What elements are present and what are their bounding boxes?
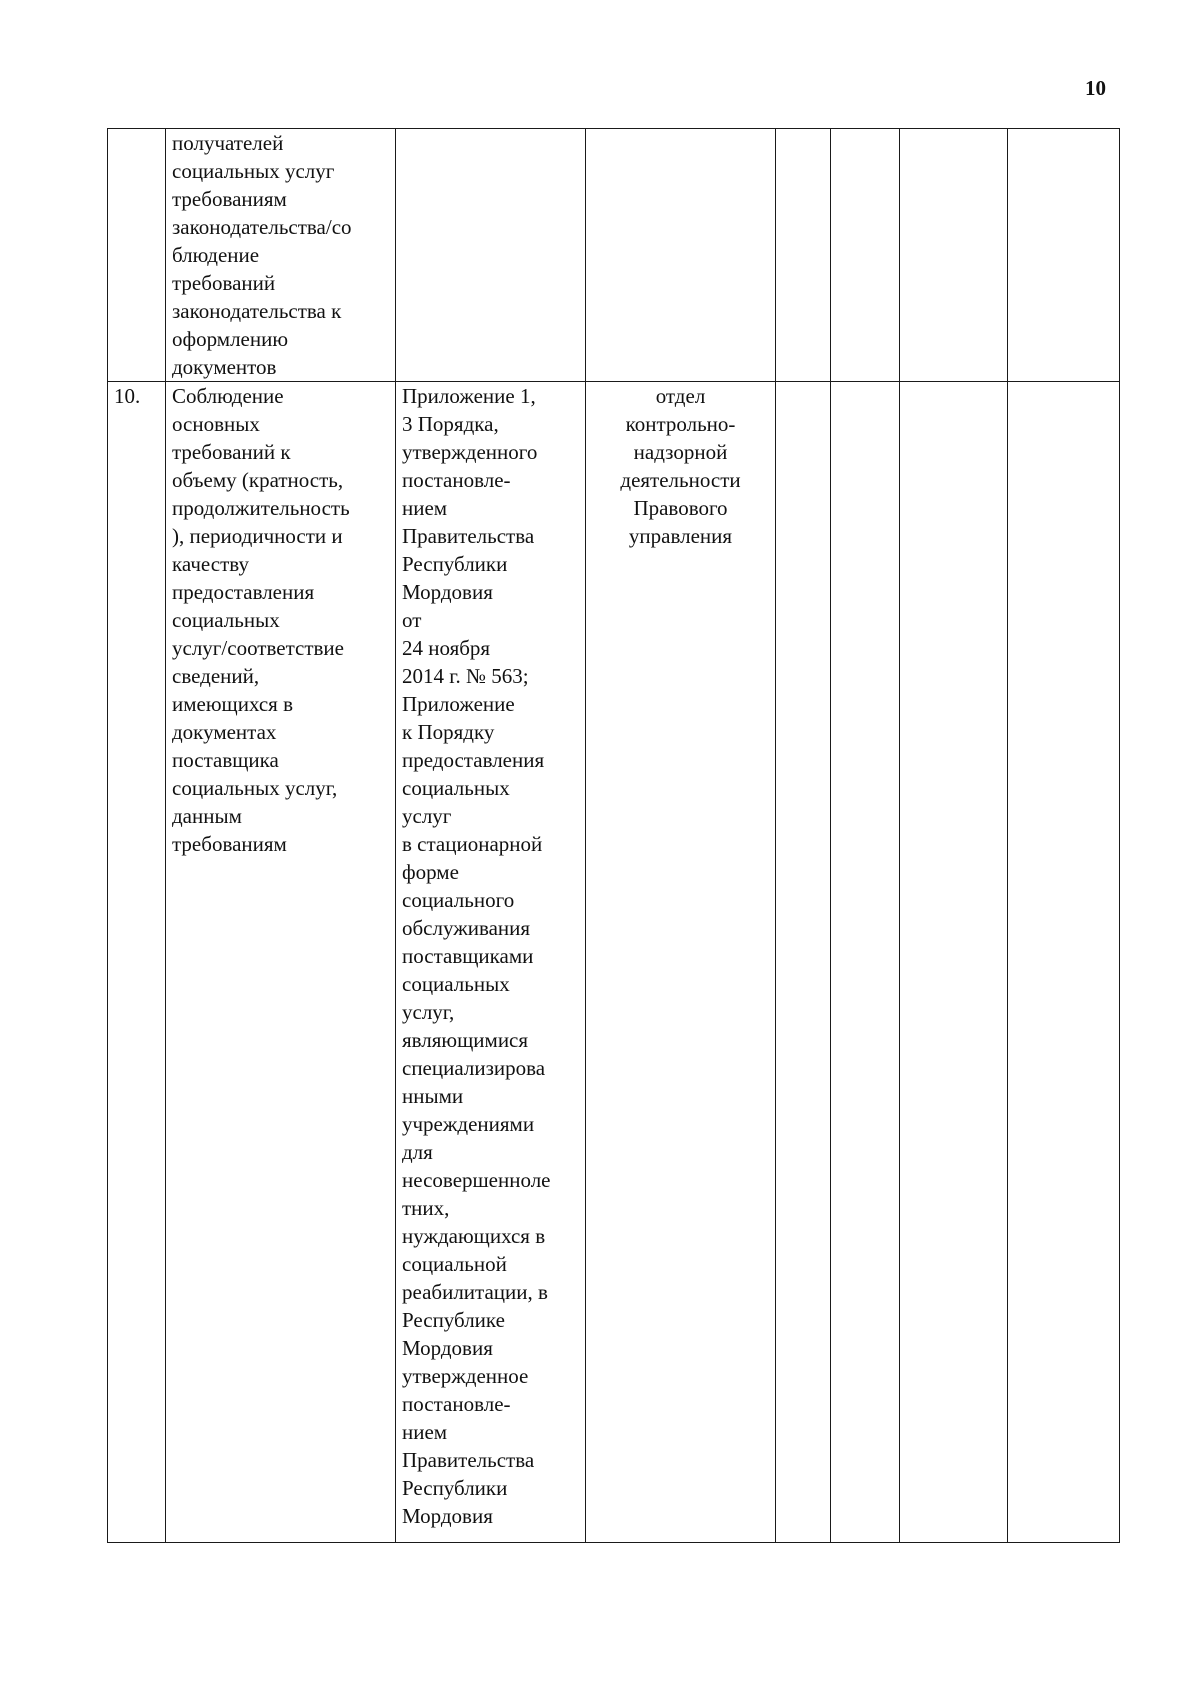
department-cell [586, 129, 776, 382]
empty-cell [1008, 129, 1120, 382]
table-row [108, 129, 1120, 382]
empty-cell [831, 129, 900, 382]
empty-cell [900, 382, 1008, 1543]
department-text: отдел контрольно- надзорной деятельности Правового управления [620, 384, 741, 548]
legal-basis-cell [396, 129, 586, 382]
table-row [108, 382, 1120, 1543]
document-table [107, 128, 1120, 1543]
row-number-cell [108, 382, 166, 1543]
empty-cell [776, 129, 831, 382]
requirement-cell [166, 382, 396, 1543]
legal-basis-cell [396, 382, 586, 1543]
requirement-text: получателей социальных услуг требованиям законодательства/со блюдение требований законодательства к оформлению документов [172, 131, 352, 379]
requirement-cell [166, 129, 396, 382]
empty-cell [1008, 382, 1120, 1543]
department-cell [586, 382, 776, 1543]
page-number: 10 [1085, 76, 1106, 100]
row-number: 10. [114, 384, 141, 408]
legal-basis-text: Приложение 1, 3 Порядка, утвержденного постановле- нием Правительства Республики Мордовия от 24 ноября 2014 г. № 563; Приложение к Порядку предоставления социальных услуг в стационарной форме социального обслуживания поставщиками социальных услуг, являющимися специализирова нными учреждениями для несовершенноле тних, нуждающихся в социальной реабилитации, в Республике Мордовия утвержденное постановле- нием Правительства Республики Мордовия [402, 384, 551, 1528]
empty-cell [831, 382, 900, 1543]
requirement-text: Соблюдение основных требований к объему (кратность, продолжительность ), периодичности и качеству предоставления социальных услуг/соответствие сведений, имеющихся в документах поставщика социальных услуг, данным требованиям [172, 384, 350, 856]
row-number-cell [108, 129, 166, 382]
empty-cell [900, 129, 1008, 382]
empty-cell [776, 382, 831, 1543]
